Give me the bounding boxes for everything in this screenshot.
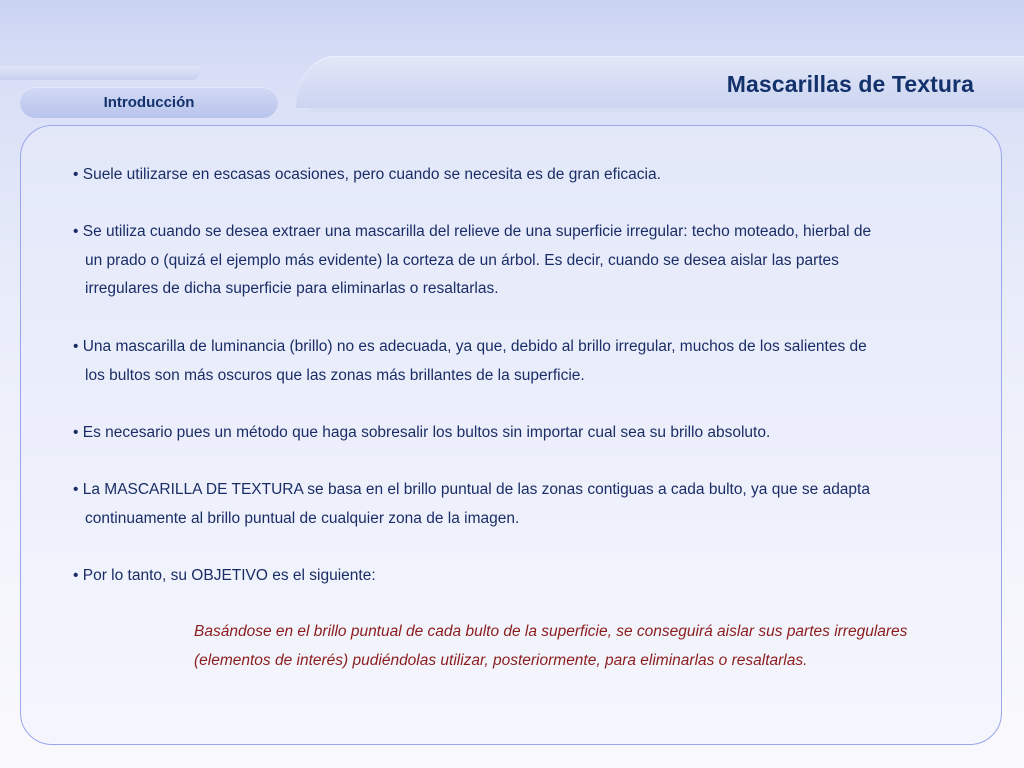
section-tab	[20, 87, 278, 118]
bullet-line: • Se utiliza cuando se desea extraer una mascarilla del relieve de una superficie irregular: techo moteado, hierbal de	[73, 223, 872, 240]
bullet-line: irregulares de dicha superficie para eliminarlas o resaltarlas.	[85, 280, 499, 298]
bullet-line: los bultos son más oscuros que las zonas más brillantes de la superficie.	[85, 366, 585, 384]
bullet-line: • Suele utilizarse en escasas ocasiones, pero cuando se necesita es de gran eficacia.	[73, 166, 661, 183]
objective-line: (elementos de interés) pudiéndolas utilizar, posteriormente, para eliminarlas o resaltarlas.	[194, 651, 808, 669]
bullet-item-texture-mask	[73, 476, 973, 533]
header-left-decoration	[0, 66, 200, 80]
bullet-line: • La MASCARILLA DE TEXTURA se basa en el brillo puntual de las zonas contiguas a cada bulto, ya que se adapta	[73, 481, 870, 498]
bullet-item-objective-intro	[73, 562, 973, 591]
bullet-item-purpose	[73, 218, 973, 304]
bullet-item-method	[73, 419, 973, 448]
section-tab-label: Introducción	[103, 94, 195, 111]
bullet-line: • Por lo tanto, su OBJETIVO es el siguiente:	[73, 567, 376, 584]
content-panel	[20, 125, 1002, 745]
slide-title: Mascarillas de Textura	[726, 71, 974, 97]
bullet-item-usage	[73, 161, 973, 190]
bullet-line: • Una mascarilla de luminancia (brillo) no es adecuada, ya que, debido al brillo irregular, muchos de los salientes de	[73, 338, 867, 355]
objective-statement	[194, 618, 994, 675]
bullet-line: continuamente al brillo puntual de cualquier zona de la imagen.	[85, 509, 520, 527]
bullet-line: un prado o (quizá el ejemplo más evidente) la corteza de un árbol. Es decir, cuando se desea aislar las partes	[85, 251, 839, 269]
objective-line: Basándose en el brillo puntual de cada bulto de la superficie, se conseguirá aislar sus partes irregulares	[194, 623, 908, 640]
bullet-line: • Es necesario pues un método que haga sobresalir los bultos sin importar cual sea su brillo absoluto.	[73, 424, 771, 441]
bullet-item-luminance	[73, 333, 973, 390]
